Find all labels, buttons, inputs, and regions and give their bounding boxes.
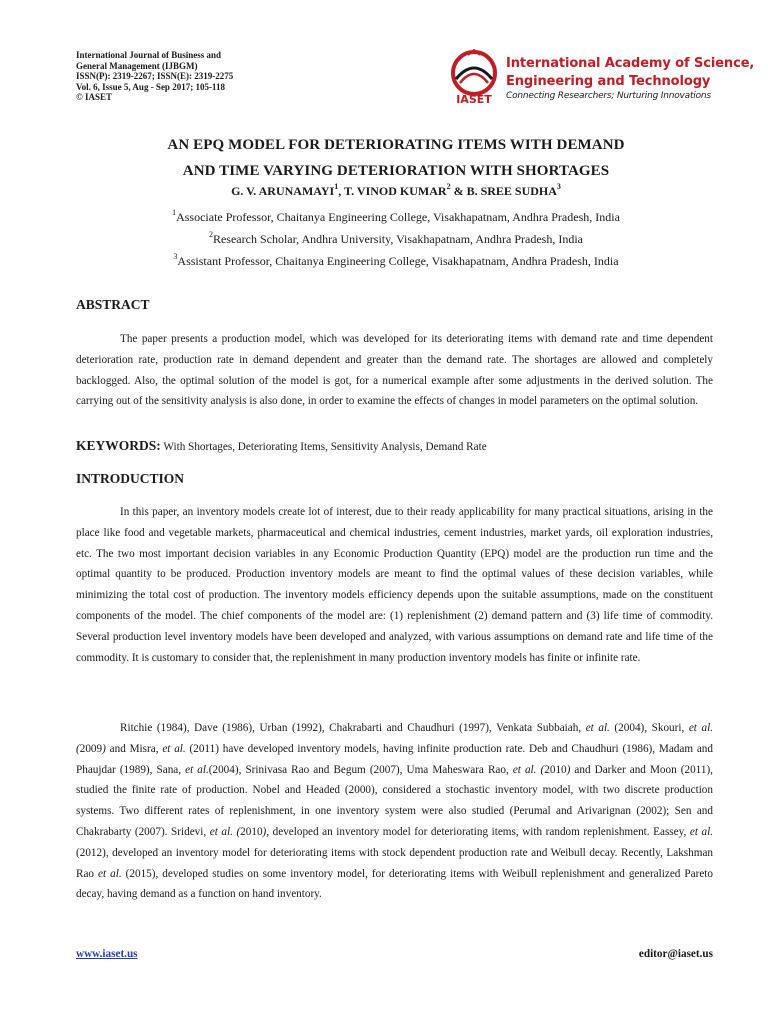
- journal-volume: Vol. 6, Issue 5, Aug - Sep 2017; 105-118: [76, 81, 225, 92]
- publisher-logo: [446, 47, 755, 107]
- text-run: 2010: [240, 825, 263, 838]
- iaset-emblem-icon: [446, 49, 502, 105]
- logo-tagline: Connecting Researchers; Nurturing Innovations: [506, 91, 711, 101]
- text-run: developed an inventory model for deteriorating items, with random replenishment. Eassey,: [269, 825, 690, 838]
- affiliation-sup: 2: [208, 230, 213, 239]
- author-name: G. V. ARUNAMAYI: [231, 184, 335, 198]
- text-run-italic: et al.: [585, 722, 610, 734]
- text-run-italic: ): [566, 763, 571, 776]
- abstract-heading: ABSTRACT: [76, 297, 150, 312]
- text-run: and Darker and Moon (2011), studied the finite rate of production. Nobel and Headed (2000), considered a stochastic inventory model, with two discrete production systems. Two different rates of replenishment, in one inventory system were also studied (Perumal and Arivarignan (2002); Sen and Chakrabarty (2007). Sridevi,: [76, 763, 713, 838]
- keywords-text: With Shortages, Deteriorating Items, Sensitivity Analysis, Demand Rate: [163, 441, 487, 453]
- text-run-italic: et al.: [185, 763, 209, 776]
- text-run-italic: et al.: [689, 825, 713, 838]
- affiliation-text: Assistant Professor, Chaitanya Engineering College, Visakhapatnam, Andhra Pradesh, India: [177, 254, 619, 268]
- text-run-italic: et al.: [98, 867, 122, 880]
- text-run-italic: ),: [262, 825, 270, 838]
- title-line1: AN EPQ MODEL FOR DETERIORATING ITEMS WITH DEMAND: [167, 137, 625, 153]
- introduction-heading: INTRODUCTION: [76, 471, 185, 486]
- journal-name-line1: International Journal of Business and: [76, 50, 222, 60]
- abstract-body: [76, 329, 713, 412]
- affiliation-sup: 1: [172, 208, 177, 217]
- text-run-italic: ): [102, 742, 106, 755]
- author-name: T. VINOD KUMAR: [344, 184, 447, 198]
- introduction-paragraph-1: [76, 502, 713, 668]
- author-sup: 3: [556, 182, 561, 191]
- abstract-paragraph: The paper presents a production model, which was developed for its deteriorating items with demand rate and time dependent deterioration rate, production rate in demand dependent and greater than the demand rate. The shortages are allowed and completely backlogged. Also, the optimal solution of the model is got, for a numerical example after some adjustments in the derived solution. The carrying out of the sensitivity analysis is also done, in order to examine the effects of changes in model parameters on the optimal solution.: [76, 333, 713, 408]
- paper-title: [76, 132, 716, 184]
- keywords-label: KEYWORDS:: [76, 438, 161, 453]
- author-list: [76, 184, 716, 199]
- author-sep: ,: [338, 184, 344, 198]
- text-run: and Misra,: [105, 742, 163, 755]
- author-name: B. SREE SUDHA: [466, 184, 557, 198]
- text-run-italic: et al.: [162, 742, 186, 755]
- affiliation-2: [76, 232, 716, 247]
- affiliation-1: [76, 210, 716, 225]
- keywords: [76, 438, 487, 454]
- text-run-italic: et al. (: [209, 825, 241, 838]
- footer-email: editor@iaset.us: [638, 948, 713, 960]
- text-run: (2004), Srinivasa Rao and Begum (2007), Uma Maheswara Rao,: [208, 763, 513, 776]
- paragraph-text: [76, 718, 713, 905]
- text-run: (2004), Skouri,: [609, 722, 689, 734]
- introduction-paragraph-2: [76, 718, 713, 905]
- affiliation-text: Research Scholar, Andhra University, Visakhapatnam, Andhra Pradesh, India: [212, 232, 584, 246]
- footer-website-link[interactable]: www.iaset.us: [76, 948, 138, 960]
- author-sep: &: [450, 184, 467, 198]
- text-run-italic: et al. (: [512, 763, 545, 776]
- logo-name-line1: International Academy of Science,: [506, 56, 755, 71]
- journal-info: [76, 50, 306, 103]
- author-sup: 2: [446, 182, 451, 191]
- title-line2: AND TIME VARYING DETERIORATION WITH SHORTAGES: [182, 163, 610, 179]
- affiliation-text: Associate Professor, Chaitanya Engineering College, Visakhapatnam, Andhra Pradesh, India: [176, 210, 620, 224]
- text-run: Ritchie (1984), Dave (1986), Urban (1992), Chakrabarti and Chaudhuri (1997), Venkata Subbaiah,: [120, 722, 586, 734]
- journal-issn: ISSN(P): 2319-2267; ISSN(E): 2319-2275: [76, 71, 234, 82]
- author-sup: 1: [334, 182, 339, 191]
- affiliation-3: [76, 254, 716, 269]
- paragraph-text: In this paper, an inventory models create lot of interest, due to their ready applicability for many practical situations, arising in the place like food and vegetable markets, pharmaceutical and chemical industries, cement industries, market yards, oil exploration industries, etc. The two most important decision variables in any Economic Production Quantity (EPQ) model are the production run time and the optimal quantity to be produced. Production inventory models are meant to find the optimal values of these decision variables, while minimizing the total cost of production. The inventory models efficiency depends upon the suitable assumptions, made on the constituent components of the model. The chief components of the model are: (1) replenishment (2) demand pattern and (3) life time of commodity. Several production level inventory models have been developed and analyzed, with various assumptions on demand rate and life time of the commodity. It is customary to consider that, the replenishment in many production inventory models has finite or infinite rate.: [76, 506, 713, 664]
- journal-name-line2: General Management (IJBGM): [76, 60, 198, 71]
- text-run: (2012), developed an inventory model for deteriorating items with stock dependent production rate and Weibull decay. Recently, Lakshman Rao: [76, 846, 713, 880]
- text-run: (2011) have developed inventory models, having infinite production rate. Deb and Chaudhuri (1986), Madam and Phaujdar (1989), Sana,: [76, 742, 713, 776]
- logo-name-line2: Engineering and Technology: [506, 74, 711, 89]
- text-run: 2009: [79, 742, 103, 755]
- affiliation-sup: 3: [173, 252, 178, 261]
- logo-abbr: IASET: [456, 93, 492, 105]
- text-run-italic: et al. (: [76, 722, 713, 755]
- text-run: 2010: [544, 763, 567, 776]
- journal-copyright: © IASET: [76, 92, 112, 103]
- text-run: (2015), developed studies on some inventory model, for deteriorating items with Weibull replenishment and generalized Pareto decay, having demand as a function on hand inventory.: [76, 867, 713, 901]
